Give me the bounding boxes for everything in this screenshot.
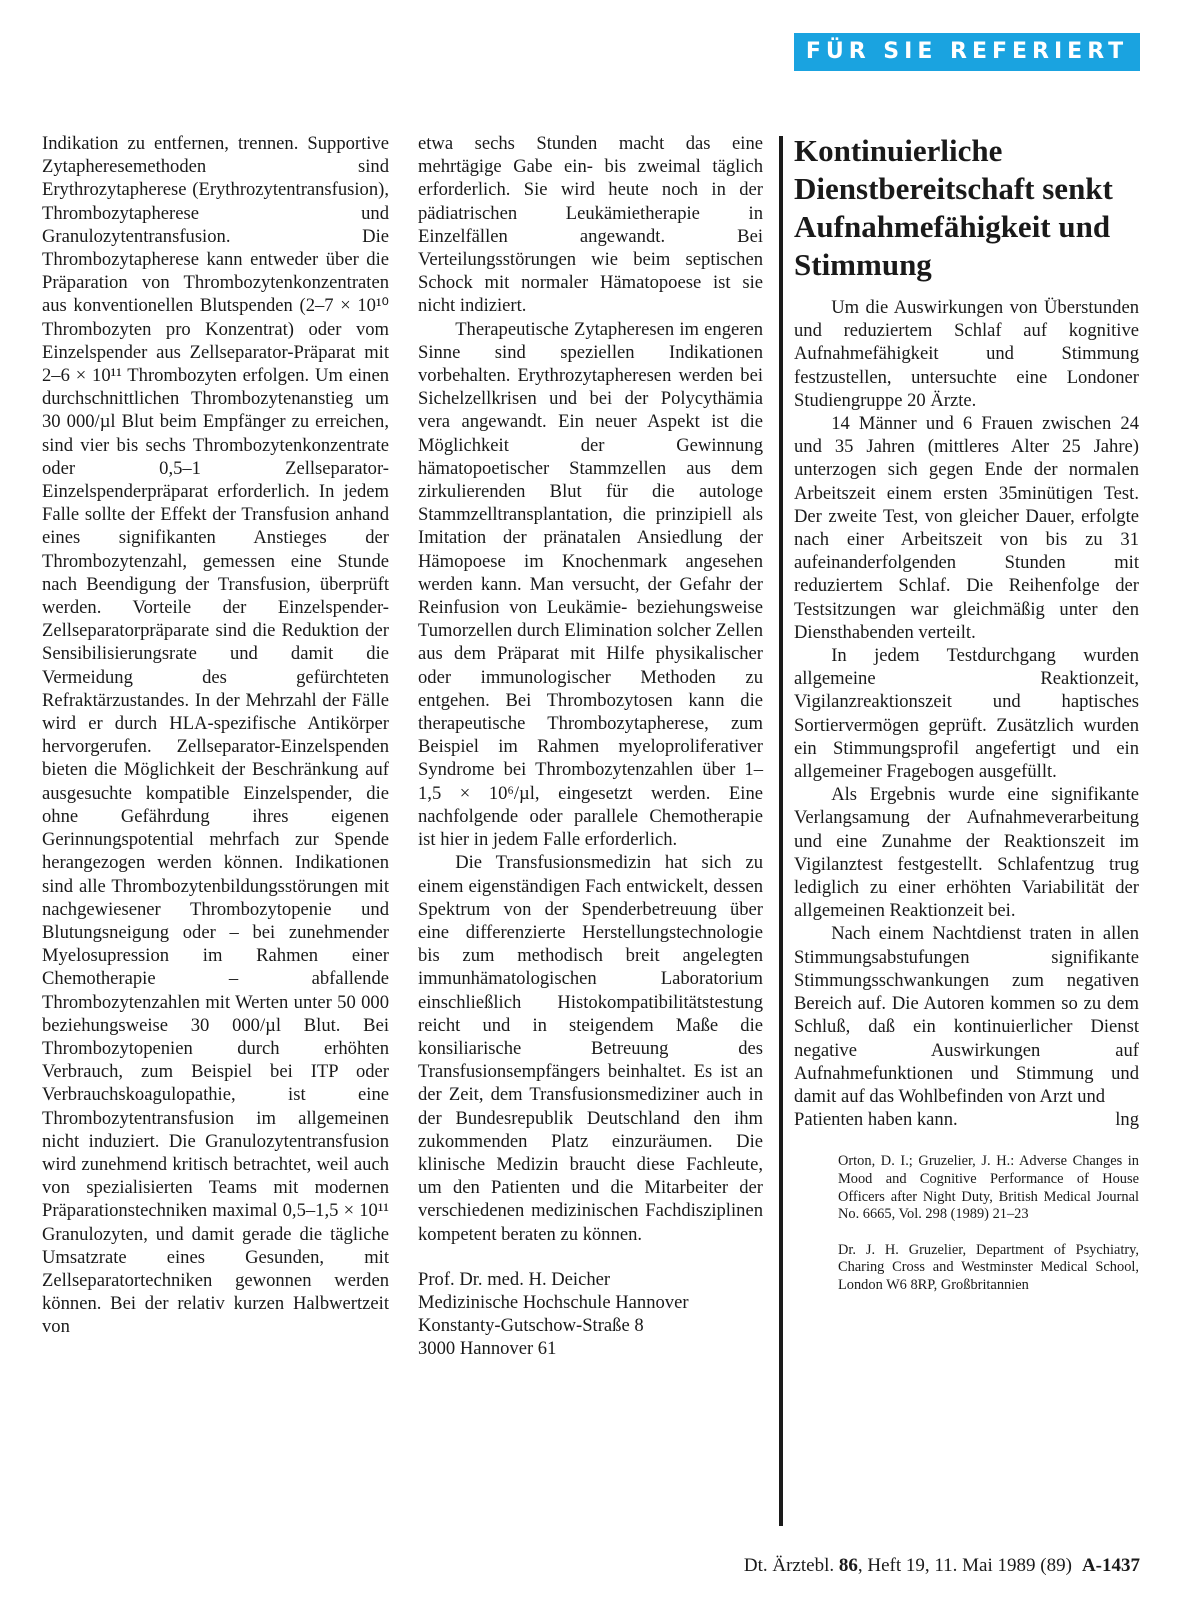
author-address (418, 1268, 763, 1361)
column-divider (779, 136, 783, 1526)
author-institution: Medizinische Hochschule Hannover (418, 1291, 689, 1313)
issue-date: , Heft 19, 11. Mai 1989 (89) (857, 1555, 1072, 1576)
article-headline: Kontinuierliche Dienstbereitschaft senkt Aufnahmefähigkeit und Stimmung (794, 133, 1113, 282)
paragraph: Die Transfusionsmedizin hat sich zu einem eigenständigen Fach entwickelt, dessen Spektrum von der Spenderbetreuung über eine differenzierte Herstellungstechnologie bis zum methodisch breit angelegten immunhämatologischen Laboratorium einschließlich Histokompatibilitätstestung reicht und in steigendem Maße die konsiliarische Betreuung des Transfusionsempfängers beinhaltet. Es ist an der Zeit, dem Transfusionsmediziner auch in der Bundesrepublik Deutschland den ihm zukommenden Platz einzuräumen. Die klinische Medizin braucht diese Fachleute, um den Patienten und die Mitarbeiter der verschiedenen medizinischen Fachdisziplinen kompetent beraten zu können. (418, 852, 763, 1245)
paragraph: Indikation zu entfernen, trennen. Supportive Zytapheresemethoden sind Erythrozytapherese (Erythrozytentransfusion), Thrombozytapherese und Granulozytentransfusion. Die Thrombozytapherese kann entweder über die Präparation von Thrombozytenkonzentraten aus konventionellen Blutspenden (2–7 × 10¹⁰ Thrombozyten pro Konzentrat) oder vom Einzelspender aus Zellseparator-Präparat mit 2–6 × 10¹¹ Thrombozyten erfolgen. Um einen durchschnittlichen Thrombozytenanstieg um 30 000/µl Blut beim Empfänger zu erreichen, sind vier bis sechs Thrombozytenkonzentrate oder 0,5–1 Zellseparator-Einzelspenderpräparat erforderlich. In jedem Falle sollte der Effekt der Transfusion anhand eines signifikanten Anstieges der Thrombozytenzahl, gemessen eine Stunde nach Beendigung der Transfusion, überprüft werden. Vorteile der Einzelspender-Zellseparatorpräparate sind die Reduktion der Sensibilisierungsrate und damit die Vermeidung des gefürchteten Refraktärzustandes. In der Mehrzahl der Fälle wird er durch HLA-spezifische Antikörper hervorgerufen. Zellseparator-Einzelspenden bieten die Möglichkeit der Beschränkung auf ausgesuchte kompatible Einzelspender, die ohne Gefährdung ihres eigenen Gerinnungspotential mehrfach zur Spende herangezogen werden können. Indikationen sind alle Thrombozytenbildungsstörungen mit nachgewiesener Thrombozytopenie und Blutungsneigung oder – bei zunehmender Myelosupression im Rahmen einer Chemotherapie – abfallende Thrombozytenzahlen mit Werten unter 50 000 beziehungsweise 30 000/µl Blut. Bei Thrombozytopenien durch erhöhten Verbrauch, zum Beispiel bei ITP oder Verbrauchskoagulopathie, ist eine Thrombozytentransfusion im allgemeinen nicht induziert. Die Granulozytentransfusion wird zunehmend kritisch betrachtet, weil auch von spezialisierten Teams mit modernen Präparationstechniken maximal 0,5–1,5 × 10¹¹ Granulozyten, und damit gerade die tägliche Umsatzrate eines Gesunden, mit Zellseparatortechniken gewonnen werden können. Bei der relativ kurzen Halbwertzeit von (42, 133, 389, 1338)
section-banner: FÜR SIE REFERIERT (794, 33, 1140, 71)
journal-name: Dt. Ärztebl. (743, 1555, 835, 1576)
author-city: 3000 Hannover 61 (418, 1338, 557, 1360)
column-right (794, 132, 1139, 1294)
reference-citation: Orton, D. I.; Gruzelier, J. H.: Adverse Changes in Mood and Cognitive Performance of House Officers after Night Duty, British Medical Journal No. 6665, Vol. 298 (1989) 21–23 (838, 1153, 1139, 1223)
author-street: Konstanty-Gutschow-Straße 8 (418, 1315, 644, 1337)
references (838, 1153, 1139, 1294)
journal-volume: 86 (838, 1555, 858, 1576)
column-left (42, 132, 389, 1339)
column-middle (418, 132, 763, 1361)
paragraph: Nach einem Nachtdienst traten in allen Stimmungsabstufungen signifikante Stimmungsschwankungen zum negativen Bereich auf. Die Autoren kommen so zu dem Schluß, daß ein kontinuierlicher Dienst negative Auswirkungen auf Aufnahmefunktionen und Stimmung und damit auf das Wohlbefinden von Arzt und (794, 923, 1139, 1107)
closing-text: Patienten haben kann. (794, 1109, 958, 1131)
paragraph: etwa sechs Stunden macht das eine mehrtägige Gabe ein- bis zweimal täglich erforderlich. Sie wird heute noch in der pädiatrischen Leukämietherapie in Einzelfällen angewandt. Bei Verteilungsstörungen wie beim septischen Schock mit normaler Hämatopoese ist sie nicht indiziert. (418, 133, 763, 317)
paragraph: Therapeutische Zytapheresen im engeren Sinne sind speziellen Indikationen vorbehalten. Erythrozytapheresen werden bei Sichelzellkrisen und bei der Polycythämia vera angewandt. Ein neuer Aspekt ist die Möglichkeit der Gewinnung hämatopoetischer Stammzellen aus dem zirkulierenden Blut für die autologe Stammzelltransplantation, die prinzipiell als Imitation der pränatalen Ansiedlung der Hämopoese im Knochenmark angesehen werden kann. Man versucht, der Gefahr der Reinfusion von Leukämie- beziehungsweise Tumorzellen durch Elimination solcher Zellen aus dem Präparat mit Hilfe physikalischer oder immunologischer Methoden zu entgehen. Bei Thrombozytosen kann die therapeutische Thrombozytapherese, zum Beispiel im Rahmen myeloproliferativer Syndrome bei Thrombozytenzahlen über 1–1,5 × 10⁶/µl, eingesetzt werden. Eine nachfolgende oder parallele Chemotherapie ist hier in jedem Falle erforderlich. (418, 318, 763, 851)
author-signature: lng (1115, 1109, 1139, 1131)
page-number: A-1437 (1081, 1555, 1140, 1576)
reference-contact: Dr. J. H. Gruzelier, Department of Psychiatry, Charing Cross and Westminster Medical School, London W6 8RP, Großbritannien (838, 1241, 1139, 1293)
paragraph: 14 Männer und 6 Frauen zwischen 24 und 35 Jahren (mittleres Alter 25 Jahre) unterzogen sich gegen Ende der normalen Arbeitszeit einem ersten 35minütigen Test. Der zweite Test, von gleicher Dauer, erfolgte nach einer Arbeitszeit von bis zu 31 aufeinanderfolgenden Stunden mit reduziertem Schlaf. Die Reihenfolge der Testsitzungen war gleichmäßig unter den Diensthabenden verteilt. (794, 413, 1139, 643)
paragraph: Um die Auswirkungen von Überstunden und reduziertem Schlaf auf kognitive Aufnahmefähigkeit und Stimmung festzustellen, untersuchte eine Londoner Studiengruppe 20 Ärzte. (794, 297, 1139, 411)
paragraph: In jedem Testdurchgang wurden allgemeine Reaktionzeit, Vigilanzreaktionszeit und haptisches Sortiervermögen geprüft. Zusätzlich wurden ein Stimmungsprofil angefertigt und ein allgemeiner Fragebogen ausgefüllt. (794, 645, 1139, 783)
page-footer (744, 1555, 1140, 1577)
closing-line (794, 1108, 1139, 1131)
author-name: Prof. Dr. med. H. Deicher (418, 1268, 611, 1290)
paragraph: Als Ergebnis wurde eine signifikante Verlangsamung der Aufnahmeverarbeitung und eine Zunahme der Reaktionszeit im Vigilanztest festgestellt. Schlafentzug trug lediglich zu einer erhöhten Variabilität der allgemeinen Reaktionzeit bei. (794, 784, 1139, 922)
